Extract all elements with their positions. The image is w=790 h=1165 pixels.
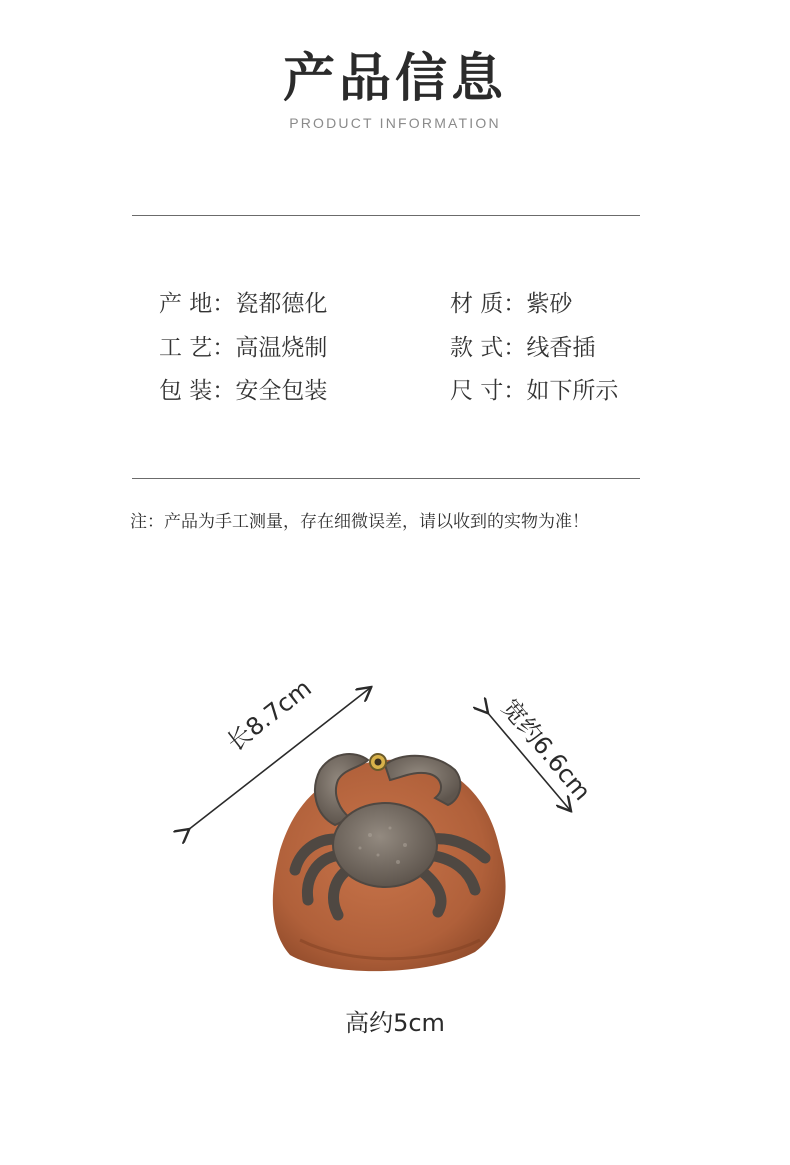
spec-value: 高温烧制: [235, 335, 328, 361]
crab-incense-holder-image: [260, 740, 520, 980]
spec-label: 款 式：: [450, 335, 527, 361]
spec-value: 紫砂: [526, 291, 573, 317]
spec-value: 瓷都德化: [235, 291, 328, 317]
spec-label: 材 质：: [450, 291, 527, 317]
spec-value: 如下所示: [526, 378, 619, 404]
spec-label: 工 艺：: [159, 335, 236, 361]
measurement-note: 注：产品为手工测量，存在细微误差，请以收到的实物为准！: [130, 512, 589, 532]
spec-label: 包 装：: [159, 378, 236, 404]
page-subtitle: PRODUCT INFORMATION: [289, 115, 501, 131]
spec-label: 产 地：: [159, 291, 236, 317]
spec-value: 安全包装: [235, 378, 328, 404]
page-title: 产品信息: [282, 48, 507, 109]
length-label: 长8.7cm: [221, 673, 317, 757]
width-label: 宽约6.6cm: [495, 693, 597, 806]
spec-value: 线香插: [526, 335, 596, 361]
height-label: 高约5cm: [345, 1009, 445, 1037]
spec-label: 尺 寸：: [450, 378, 527, 404]
